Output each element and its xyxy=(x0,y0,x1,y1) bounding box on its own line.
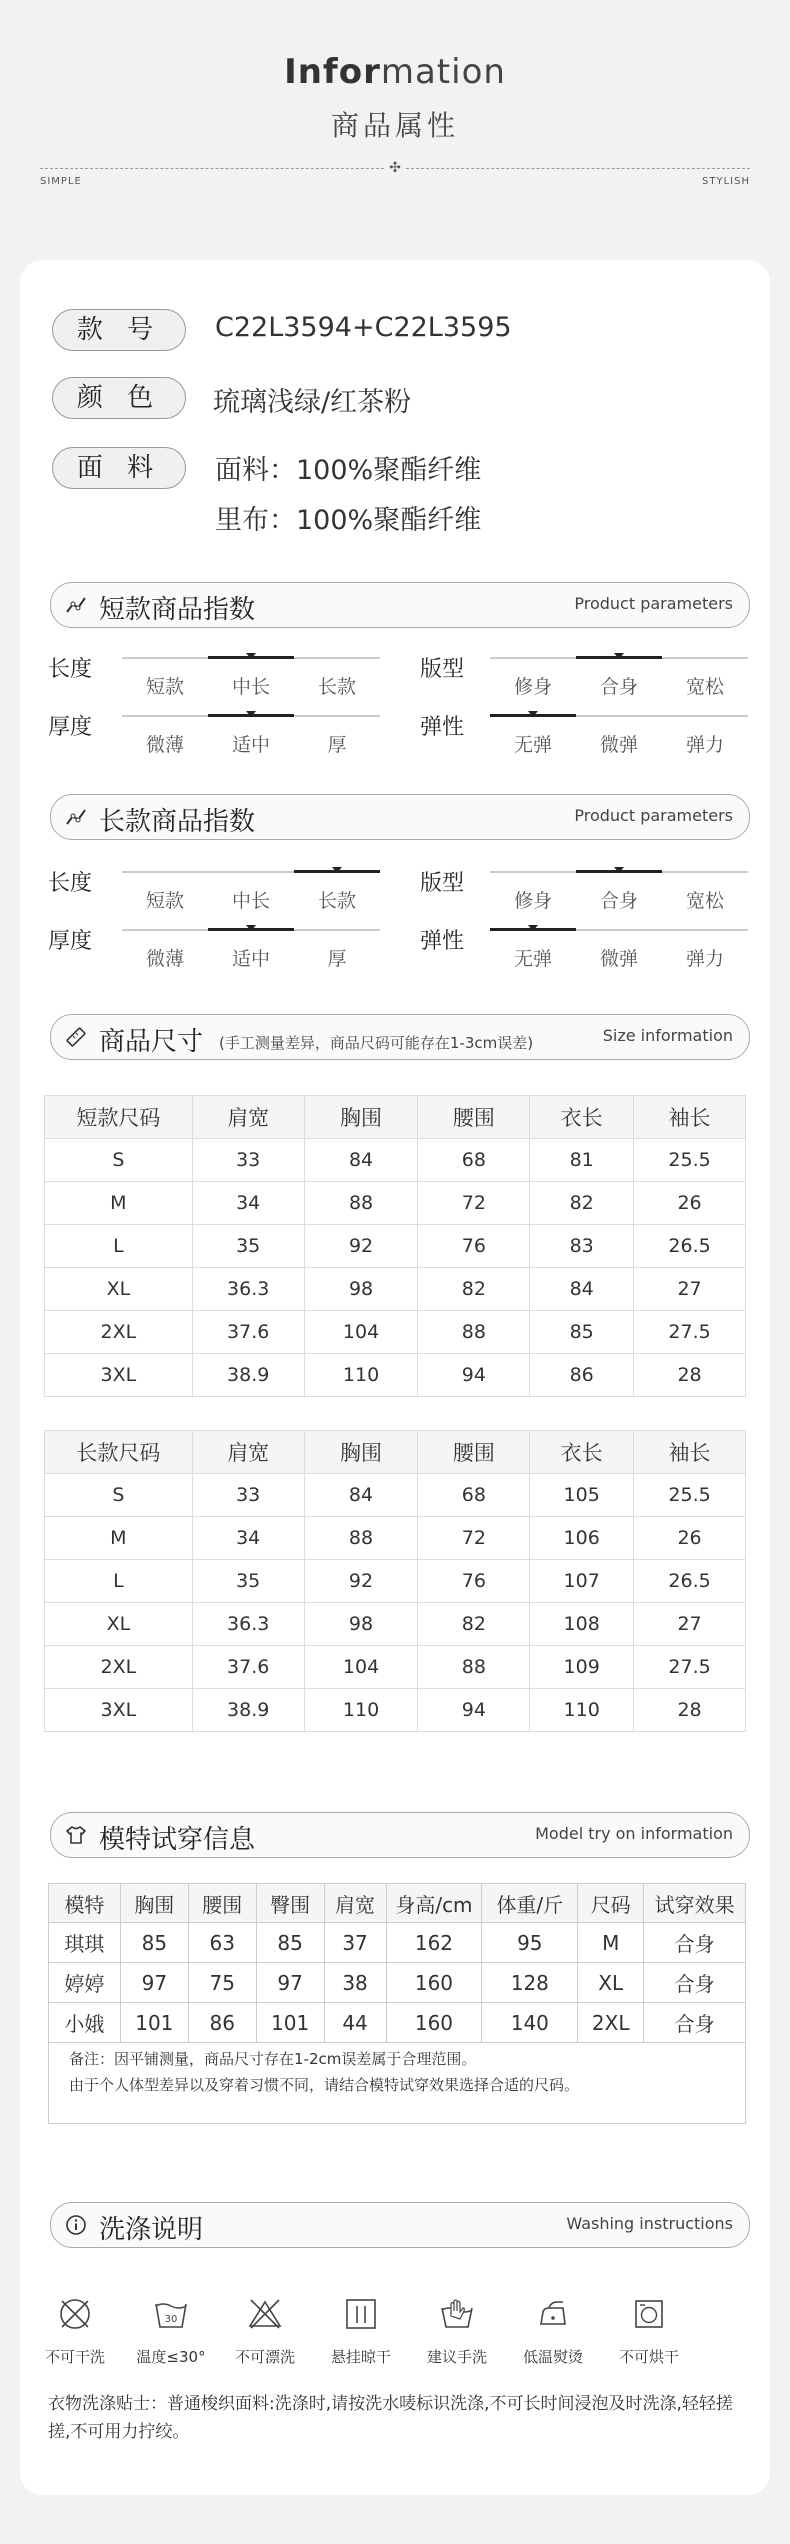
attr-label-style-no: 款 号 xyxy=(52,309,186,351)
wash-title: 洗涤说明 xyxy=(99,2215,204,2245)
index-marker-icon xyxy=(332,867,342,873)
column-header: 腰围 xyxy=(188,1884,256,1923)
model-table xyxy=(48,1883,746,2043)
table-cell: 85 xyxy=(256,1923,324,1963)
table-row xyxy=(49,2003,746,2043)
table-cell: 98 xyxy=(304,1268,418,1311)
tag-stylish: STYLISH xyxy=(702,176,750,187)
wash-item xyxy=(222,2296,308,2367)
index-label: 长度 xyxy=(48,657,93,682)
column-header: 模特 xyxy=(49,1884,121,1923)
table-cell: L xyxy=(45,1560,193,1603)
model-en: Model try on information xyxy=(535,1824,733,1843)
table-cell: 76 xyxy=(418,1560,530,1603)
column-header: 腰围 xyxy=(418,1431,530,1474)
svg-text:30: 30 xyxy=(164,2314,178,2325)
table-cell: 3XL xyxy=(45,1689,193,1732)
table-row xyxy=(45,1311,746,1354)
index-option: 微弹 xyxy=(599,948,638,970)
table-cell: 92 xyxy=(304,1225,418,1268)
table-cell: 110 xyxy=(530,1689,634,1732)
table-cell: 25.5 xyxy=(634,1474,746,1517)
model-header xyxy=(50,1812,750,1858)
table-row xyxy=(45,1517,746,1560)
table-cell: 104 xyxy=(304,1311,418,1354)
table-cell: 33 xyxy=(192,1474,304,1517)
wash-label: 不可漂洗 xyxy=(234,2348,295,2366)
attr-label-color: 颜 色 xyxy=(52,377,186,419)
index-option: 适中 xyxy=(231,948,270,970)
table-cell: 88 xyxy=(418,1646,530,1689)
table-cell: 105 xyxy=(530,1474,634,1517)
table-cell: 84 xyxy=(530,1268,634,1311)
table-cell: 26.5 xyxy=(634,1225,746,1268)
wash-item xyxy=(414,2296,500,2367)
column-header: 体重/斤 xyxy=(482,1884,578,1923)
table-cell: 68 xyxy=(418,1474,530,1517)
table-row xyxy=(49,1923,746,1963)
table-cell: 琪琪 xyxy=(49,1923,121,1963)
table-cell: 95 xyxy=(482,1923,578,1963)
attr-value-style-no: C22L3594+C22L3595 xyxy=(215,312,512,343)
tshirt-icon xyxy=(65,1824,87,1846)
index-option: 修身 xyxy=(513,676,552,698)
table-header-row xyxy=(45,1096,746,1139)
attr-value-fabric: 面料：100%聚酯纤维 xyxy=(215,455,482,486)
table-cell: 98 xyxy=(304,1603,418,1646)
table-cell: 140 xyxy=(482,2003,578,2043)
column-header: 袖长 xyxy=(634,1431,746,1474)
wash-label: 不可干洗 xyxy=(44,2348,105,2366)
table-cell: 101 xyxy=(120,2003,188,2043)
long-index-en: Product parameters xyxy=(574,806,733,825)
table-cell: 合身 xyxy=(644,1963,746,2003)
table-row xyxy=(45,1182,746,1225)
index-option: 长款 xyxy=(317,676,356,698)
no-dry-clean-icon xyxy=(57,2296,93,2332)
table-cell: 35 xyxy=(192,1560,304,1603)
wash-en: Washing instructions xyxy=(566,2214,733,2233)
table-cell: 82 xyxy=(530,1182,634,1225)
index-label: 厚度 xyxy=(48,929,93,954)
table-row xyxy=(45,1354,746,1397)
table-cell: 63 xyxy=(188,1923,256,1963)
index-marker-icon xyxy=(528,711,538,717)
table-row xyxy=(45,1268,746,1311)
wash-label: 悬挂晾干 xyxy=(330,2348,391,2366)
table-cell: S xyxy=(45,1474,193,1517)
info-circle-icon xyxy=(65,2214,87,2236)
table-cell: 88 xyxy=(304,1517,418,1560)
model-title: 模特试穿信息 xyxy=(99,1825,256,1855)
index-label: 版型 xyxy=(420,657,465,682)
table-cell: 2XL xyxy=(45,1311,193,1354)
column-header: 衣长 xyxy=(530,1431,634,1474)
size-title: 商品尺寸 (手工测量差异，商品尺码可能存在1-3cm误差) xyxy=(99,1027,534,1057)
table-cell: 37 xyxy=(324,1923,386,1963)
index-option: 宽松 xyxy=(685,676,724,698)
table-row xyxy=(45,1560,746,1603)
column-header: 短款尺码 xyxy=(45,1096,193,1139)
column-header: 臀围 xyxy=(256,1884,324,1923)
wash-header xyxy=(50,2202,750,2248)
attr-value-color: 琉璃浅绿/红茶粉 xyxy=(213,387,412,418)
ruler-icon xyxy=(65,1026,87,1048)
table-cell: 106 xyxy=(530,1517,634,1560)
table-cell: 101 xyxy=(256,2003,324,2043)
table-cell: 94 xyxy=(418,1689,530,1732)
table-cell: 38 xyxy=(324,1963,386,2003)
size-header xyxy=(50,1014,750,1060)
table-row xyxy=(45,1474,746,1517)
table-cell: 107 xyxy=(530,1560,634,1603)
index-label: 版型 xyxy=(420,871,465,896)
table-cell: 27.5 xyxy=(634,1646,746,1689)
index-option: 厚 xyxy=(327,948,347,970)
table-cell: XL xyxy=(578,1963,644,2003)
table-cell: 2XL xyxy=(45,1646,193,1689)
table-cell: 68 xyxy=(418,1139,530,1182)
model-note-line: 由于个人体型差异以及穿着习惯不同，请结合模特试穿效果选择合适的尺码。 xyxy=(69,2076,580,2094)
index-marker-icon xyxy=(614,867,624,873)
column-header: 胸围 xyxy=(304,1096,418,1139)
short-size-table xyxy=(44,1095,746,1397)
table-row xyxy=(45,1689,746,1732)
column-header: 腰围 xyxy=(418,1096,530,1139)
trend-line-icon xyxy=(65,806,87,828)
table-cell: 97 xyxy=(256,1963,324,2003)
table-cell: 小娥 xyxy=(49,2003,121,2043)
table-cell: 84 xyxy=(304,1474,418,1517)
index-scale xyxy=(122,656,380,696)
table-cell: M xyxy=(578,1923,644,1963)
long-index-title: 长款商品指数 xyxy=(99,807,256,837)
wash-item xyxy=(510,2296,596,2367)
table-cell: 27 xyxy=(634,1268,746,1311)
wash-label: 建议手洗 xyxy=(426,2348,487,2366)
wash-label: 低温熨烫 xyxy=(522,2348,583,2366)
no-bleach-icon xyxy=(247,2296,283,2332)
index-option: 中长 xyxy=(231,676,270,698)
index-option: 适中 xyxy=(231,734,270,756)
table-cell: 85 xyxy=(530,1311,634,1354)
wash-item xyxy=(32,2296,118,2367)
index-label: 弹性 xyxy=(420,715,465,740)
table-cell: XL xyxy=(45,1603,193,1646)
table-cell: 26 xyxy=(634,1182,746,1225)
table-cell: 28 xyxy=(634,1689,746,1732)
column-header: 试穿效果 xyxy=(644,1884,746,1923)
table-cell: 34 xyxy=(192,1517,304,1560)
index-label: 厚度 xyxy=(48,715,93,740)
index-scale xyxy=(490,656,748,696)
index-option: 弹力 xyxy=(685,948,724,970)
table-cell: 26.5 xyxy=(634,1560,746,1603)
index-option: 合身 xyxy=(599,676,638,698)
index-marker-icon xyxy=(528,925,538,931)
table-cell: 85 xyxy=(120,1923,188,1963)
table-cell: 72 xyxy=(418,1182,530,1225)
table-cell: 108 xyxy=(530,1603,634,1646)
size-note: (手工测量差异，商品尺码可能存在1-3cm误差) xyxy=(219,1034,534,1052)
column-header: 衣长 xyxy=(530,1096,634,1139)
column-header: 身高/cm xyxy=(386,1884,482,1923)
table-cell: 35 xyxy=(192,1225,304,1268)
index-option: 合身 xyxy=(599,890,638,912)
table-row xyxy=(45,1225,746,1268)
table-cell: 110 xyxy=(304,1354,418,1397)
table-cell: M xyxy=(45,1182,193,1225)
table-cell: 25.5 xyxy=(634,1139,746,1182)
table-cell: 109 xyxy=(530,1646,634,1689)
table-cell: 83 xyxy=(530,1225,634,1268)
index-option: 修身 xyxy=(513,890,552,912)
table-cell: 160 xyxy=(386,2003,482,2043)
index-marker-icon xyxy=(246,653,256,659)
index-option: 弹力 xyxy=(685,734,724,756)
short-index-title: 短款商品指数 xyxy=(99,595,256,625)
index-scale xyxy=(490,714,748,754)
table-cell: 75 xyxy=(188,1963,256,2003)
wash-item xyxy=(606,2296,692,2367)
size-en: Size information xyxy=(602,1026,733,1045)
table-row xyxy=(49,1963,746,2003)
table-cell: S xyxy=(45,1139,193,1182)
table-cell: 36.3 xyxy=(192,1268,304,1311)
index-scale xyxy=(490,928,748,968)
table-cell: 88 xyxy=(304,1182,418,1225)
table-cell: 33 xyxy=(192,1139,304,1182)
table-row xyxy=(45,1603,746,1646)
table-cell: 合身 xyxy=(644,1923,746,1963)
low-iron-icon xyxy=(535,2296,571,2332)
table-cell: 128 xyxy=(482,1963,578,2003)
column-header: 胸围 xyxy=(304,1431,418,1474)
table-cell: 110 xyxy=(304,1689,418,1732)
index-option: 短款 xyxy=(145,676,184,698)
model-note-line: 备注：因平铺测量，商品尺寸存在1-2cm误差属于合理范围。 xyxy=(69,2050,477,2068)
index-option: 微薄 xyxy=(145,948,184,970)
index-scale xyxy=(490,870,748,910)
table-cell: 82 xyxy=(418,1603,530,1646)
long-index-header xyxy=(50,794,750,840)
wash-item xyxy=(318,2296,404,2367)
index-option: 长款 xyxy=(317,890,356,912)
table-cell: 27 xyxy=(634,1603,746,1646)
table-cell: 37.6 xyxy=(192,1646,304,1689)
table-cell: 38.9 xyxy=(192,1354,304,1397)
short-index-header xyxy=(50,582,750,628)
table-cell: 160 xyxy=(386,1963,482,2003)
column-header: 胸围 xyxy=(120,1884,188,1923)
table-cell: 84 xyxy=(304,1139,418,1182)
trend-line-icon xyxy=(65,594,87,616)
wash-label: 温度≤30° xyxy=(136,2348,206,2366)
table-row xyxy=(45,1139,746,1182)
info-subtitle: 商品属性 xyxy=(330,109,459,142)
table-cell: 162 xyxy=(386,1923,482,1963)
cross-ornament-icon: ✣ xyxy=(385,158,405,178)
table-cell: 34 xyxy=(192,1182,304,1225)
model-note xyxy=(48,2038,746,2124)
index-option: 厚 xyxy=(327,734,347,756)
attr-value-lining: 里布：100%聚酯纤维 xyxy=(215,505,482,536)
table-cell: 37.6 xyxy=(192,1311,304,1354)
table-cell: 合身 xyxy=(644,2003,746,2043)
table-cell: 2XL xyxy=(578,2003,644,2043)
table-cell: 36.3 xyxy=(192,1603,304,1646)
column-header: 肩宽 xyxy=(192,1431,304,1474)
wash-tips: 衣物洗涤贴士：普通梭织面料:洗涤时,请按洗水唛标识洗涤,不可长时间浸泡及时洗涤,轻轻搓搓,不可用力拧绞。 xyxy=(48,2394,733,2442)
table-cell: 28 xyxy=(634,1354,746,1397)
column-header: 袖长 xyxy=(634,1096,746,1139)
index-scale xyxy=(122,870,380,910)
table-cell: 82 xyxy=(418,1268,530,1311)
attr-label-fabric: 面 料 xyxy=(52,447,186,489)
table-cell: 94 xyxy=(418,1354,530,1397)
index-option: 宽松 xyxy=(685,890,724,912)
table-cell: 3XL xyxy=(45,1354,193,1397)
table-cell: 44 xyxy=(324,2003,386,2043)
table-cell: M xyxy=(45,1517,193,1560)
table-cell: L xyxy=(45,1225,193,1268)
wash-item xyxy=(128,2296,214,2367)
table-cell: 26 xyxy=(634,1517,746,1560)
index-option: 短款 xyxy=(145,890,184,912)
table-cell: 婷婷 xyxy=(49,1963,121,2003)
no-tumble-dry-icon xyxy=(631,2296,667,2332)
table-cell: 38.9 xyxy=(192,1689,304,1732)
table-cell: 81 xyxy=(530,1139,634,1182)
index-option: 无弹 xyxy=(513,948,552,970)
wash-30-icon xyxy=(153,2296,189,2332)
index-scale xyxy=(122,714,380,754)
line-dry-icon xyxy=(343,2296,379,2332)
column-header: 肩宽 xyxy=(192,1096,304,1139)
column-header: 尺码 xyxy=(578,1884,644,1923)
table-cell: 76 xyxy=(418,1225,530,1268)
long-size-table xyxy=(44,1430,746,1732)
table-header-row xyxy=(49,1884,746,1923)
index-label: 弹性 xyxy=(420,929,465,954)
index-marker-icon xyxy=(614,653,624,659)
table-cell: 86 xyxy=(188,2003,256,2043)
hand-wash-icon xyxy=(439,2296,475,2332)
table-cell: 86 xyxy=(530,1354,634,1397)
column-header: 长款尺码 xyxy=(45,1431,193,1474)
table-cell: 72 xyxy=(418,1517,530,1560)
table-cell: XL xyxy=(45,1268,193,1311)
table-cell: 104 xyxy=(304,1646,418,1689)
table-cell: 92 xyxy=(304,1560,418,1603)
tag-simple: SIMPLE xyxy=(40,176,82,187)
info-title: Information xyxy=(284,52,506,92)
table-row xyxy=(45,1646,746,1689)
index-marker-icon xyxy=(246,711,256,717)
index-label: 长度 xyxy=(48,871,93,896)
info-card xyxy=(20,260,770,2495)
index-marker-icon xyxy=(246,925,256,931)
column-header: 肩宽 xyxy=(324,1884,386,1923)
table-cell: 27.5 xyxy=(634,1311,746,1354)
wash-label: 不可烘干 xyxy=(618,2348,679,2366)
short-index-en: Product parameters xyxy=(574,594,733,613)
index-option: 无弹 xyxy=(513,734,552,756)
table-cell: 88 xyxy=(418,1311,530,1354)
index-option: 微薄 xyxy=(145,734,184,756)
index-option: 微弹 xyxy=(599,734,638,756)
index-option: 中长 xyxy=(231,890,270,912)
index-scale xyxy=(122,928,380,968)
page-header xyxy=(0,0,790,260)
table-header-row xyxy=(45,1431,746,1474)
table-cell: 97 xyxy=(120,1963,188,2003)
